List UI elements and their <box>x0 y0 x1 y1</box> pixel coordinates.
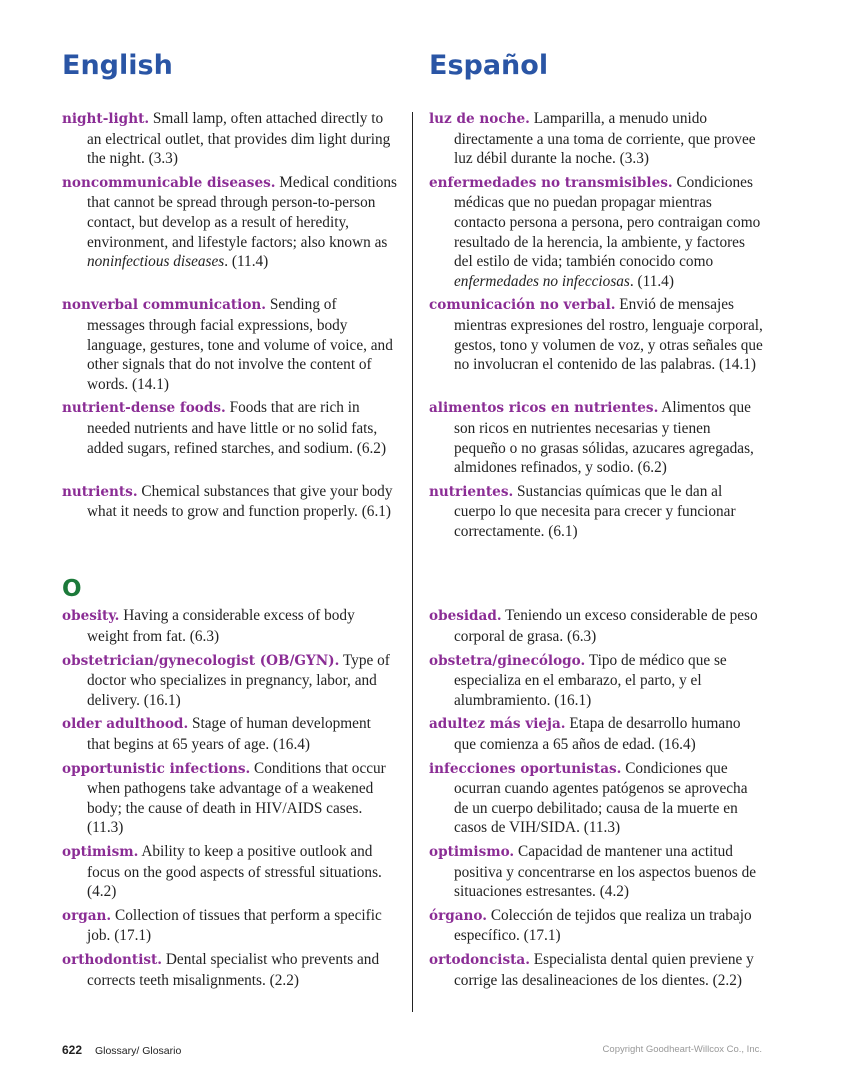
entry-term: obstetrician/gynecologist (OB/GYN). <box>62 652 340 669</box>
entry-definition: Sustancias químicas que le dan al cuerpo lo que necesita para crecer y funcionar correctamente. (6.1) <box>454 482 736 540</box>
entry-definition: Teniendo un exceso considerable de peso corporal de grasa. (6.3) <box>454 607 758 646</box>
english-entry <box>62 295 397 394</box>
english-entry <box>62 606 397 646</box>
english-heading: English <box>62 50 173 81</box>
entry-term: orthodontist. <box>62 951 163 968</box>
entry-term: ortodoncista. <box>429 951 530 968</box>
entry-definition: Envió de mensajes mientras expresiones del rostro, lenguaje corporal, gestos, tono y volumen de voz, y otras señales que no involucran el contenido de las palabras. (14.1) <box>454 296 763 374</box>
english-entry <box>62 109 397 169</box>
spanish-heading: Español <box>429 50 549 81</box>
english-entry <box>62 714 397 754</box>
entry-row <box>62 109 782 169</box>
english-entry <box>62 759 397 838</box>
entry-term: infecciones oportunistas. <box>429 760 622 777</box>
entry-row <box>62 950 782 990</box>
entry-definition: Dental specialist who prevents and corrects teeth misalignments. (2.2) <box>87 950 380 989</box>
spanish-entry <box>429 606 764 646</box>
entry-row <box>62 295 782 394</box>
entry-row <box>62 173 782 292</box>
entry-term: obstetra/ginecólogo. <box>429 652 586 669</box>
english-entry <box>62 173 397 292</box>
footer-section: Glossary/ Glosario <box>94 1045 182 1057</box>
spanish-entry <box>429 906 764 946</box>
entry-definition: Colección de tejidos que realiza un trabajo específico. (17.1) <box>454 906 752 945</box>
entry-definition: Capacidad de mantener una actitud positiva y concentrarse en los aspectos buenos de situaciones estresantes. (4.2) <box>454 843 757 901</box>
entry-term: noncommunicable diseases. <box>62 174 276 191</box>
english-entry <box>62 906 397 946</box>
section-letter: O <box>62 576 82 603</box>
spanish-entry <box>429 651 764 711</box>
entry-definition: Alimentos que son ricos en nutrientes necesarias y tienen pequeño o no grasas sólidas, azucares agregadas, almidones refinados, y sodio. (6.2) <box>454 399 754 477</box>
entry-term: night-light. <box>62 111 150 127</box>
entry-definition: Foods that are rich in needed nutrients and have little or no solid fats, added sugars, refined starches, and sodium. (6.2) <box>87 399 387 457</box>
entry-term: optimism. <box>62 844 139 860</box>
english-entry <box>62 842 397 902</box>
entry-definition: Etapa de desarrollo humano que comienza a 65 años de edad. (16.4) <box>454 715 741 754</box>
entry-row <box>62 906 782 946</box>
entry-term: órgano. <box>429 907 487 924</box>
entry-row <box>62 651 782 711</box>
entry-term: alimentos ricos en nutrientes. <box>429 400 659 417</box>
entry-row <box>62 714 782 754</box>
spanish-entry <box>429 295 764 394</box>
entry-row <box>62 482 782 542</box>
entry-definition: Stage of human development that begins at 65 years of age. (16.4) <box>87 715 371 754</box>
entry-reference: . (11.4) <box>224 253 269 271</box>
entry-term: nutrientes. <box>429 483 514 500</box>
page-number: 622 <box>62 1043 83 1057</box>
entry-row <box>62 842 782 902</box>
glossary-entries <box>62 109 782 994</box>
entry-definition: Especialista dental quien previene y corrige las desalineaciones de los dientes. (2.2) <box>454 950 754 989</box>
entry-row <box>62 398 782 477</box>
entry-term: organ. <box>62 907 112 924</box>
spanish-entry <box>429 950 764 990</box>
entry-definition: Having a considerable excess of body weight from fat. (6.3) <box>87 607 355 646</box>
english-entry <box>62 950 397 990</box>
spanish-entry <box>429 398 764 477</box>
entry-term: obesidad. <box>429 608 502 625</box>
entry-definition: Collection of tissues that perform a specific job. (17.1) <box>87 906 382 945</box>
entry-definition: Condiciones médicas que no puedan propagar mientras contacto persona a persona, pero contraigan como resultado de la herencia, la ambiente, y factores del estilo de vida; también conocido como <box>454 173 761 271</box>
entry-term: comunicación no verbal. <box>429 297 616 314</box>
entry-term: nutrient-dense foods. <box>62 400 226 417</box>
entry-alt-term: noninfectious diseases <box>87 253 225 271</box>
entry-definition: Type of doctor who specializes in pregnancy, labor, and delivery. (16.1) <box>87 651 390 709</box>
entry-definition: Chemical substances that give your body what it needs to grow and function properly. (6.1) <box>87 482 393 521</box>
spanish-entry <box>429 173 764 292</box>
entry-definition: Ability to keep a positive outlook and focus on the good aspects of stressful situations. (4.2) <box>87 843 382 901</box>
entry-definition: Small lamp, often attached directly to an electrical outlet, that provides dim light during the night. (3.3) <box>87 110 391 168</box>
entry-alt-term: enfermedades no infecciosas <box>454 272 630 290</box>
entry-term: luz de noche. <box>429 111 530 127</box>
entry-definition: Medical conditions that cannot be spread through person-to-person contact, but develop as a result of heredity, environment, and lifestyle factors; also known as <box>87 173 397 251</box>
entry-term: nutrients. <box>62 483 138 500</box>
o-entries <box>62 606 782 990</box>
entry-definition: Conditions that occur when pathogens take advantage of a weakened body; the cause of death in HIV/AIDS cases. (11.3) <box>87 759 386 837</box>
english-entry <box>62 398 397 477</box>
entry-row <box>62 759 782 838</box>
spanish-entry <box>429 714 764 754</box>
spanish-entry <box>429 482 764 542</box>
entry-definition: Sending of messages through facial expressions, body language, gestures, tone and volume of voice, and other signals that do not involve the content of words. (14.1) <box>87 296 393 393</box>
entry-term: older adulthood. <box>62 716 189 733</box>
entry-term: opportunistic infections. <box>62 760 251 777</box>
entry-term: optimismo. <box>429 844 515 860</box>
entry-term: obesity. <box>62 608 120 625</box>
entry-row <box>62 606 782 646</box>
entry-term: adultez más vieja. <box>429 716 566 733</box>
english-entry <box>62 482 397 542</box>
spanish-entry <box>429 842 764 902</box>
entry-term: nonverbal communication. <box>62 297 267 314</box>
entry-definition: Condiciones que ocurran cuando agentes patógenos se aprovecha de un cuerpo debilitado; causa de la muerte en casos de VIH/SIDA. (11.3) <box>454 759 748 837</box>
entry-definition: Tipo de médico que se especializa en el embarazo, el parto, y el alumbramiento. (16.1) <box>454 651 727 709</box>
n-entries <box>62 109 782 541</box>
entry-definition: Lamparilla, a menudo unido directamente a una toma de corriente, que provee luz débil durante la noche. (3.3) <box>454 110 756 168</box>
spanish-entry <box>429 759 764 838</box>
spanish-entry <box>429 109 764 169</box>
page-footer <box>62 1043 762 1057</box>
english-entry <box>62 651 397 711</box>
entry-reference: . (11.4) <box>629 272 674 290</box>
entry-term: enfermedades no transmisibles. <box>429 174 673 191</box>
copyright: Copyright Goodheart-Willcox Co., Inc. <box>602 1044 762 1055</box>
